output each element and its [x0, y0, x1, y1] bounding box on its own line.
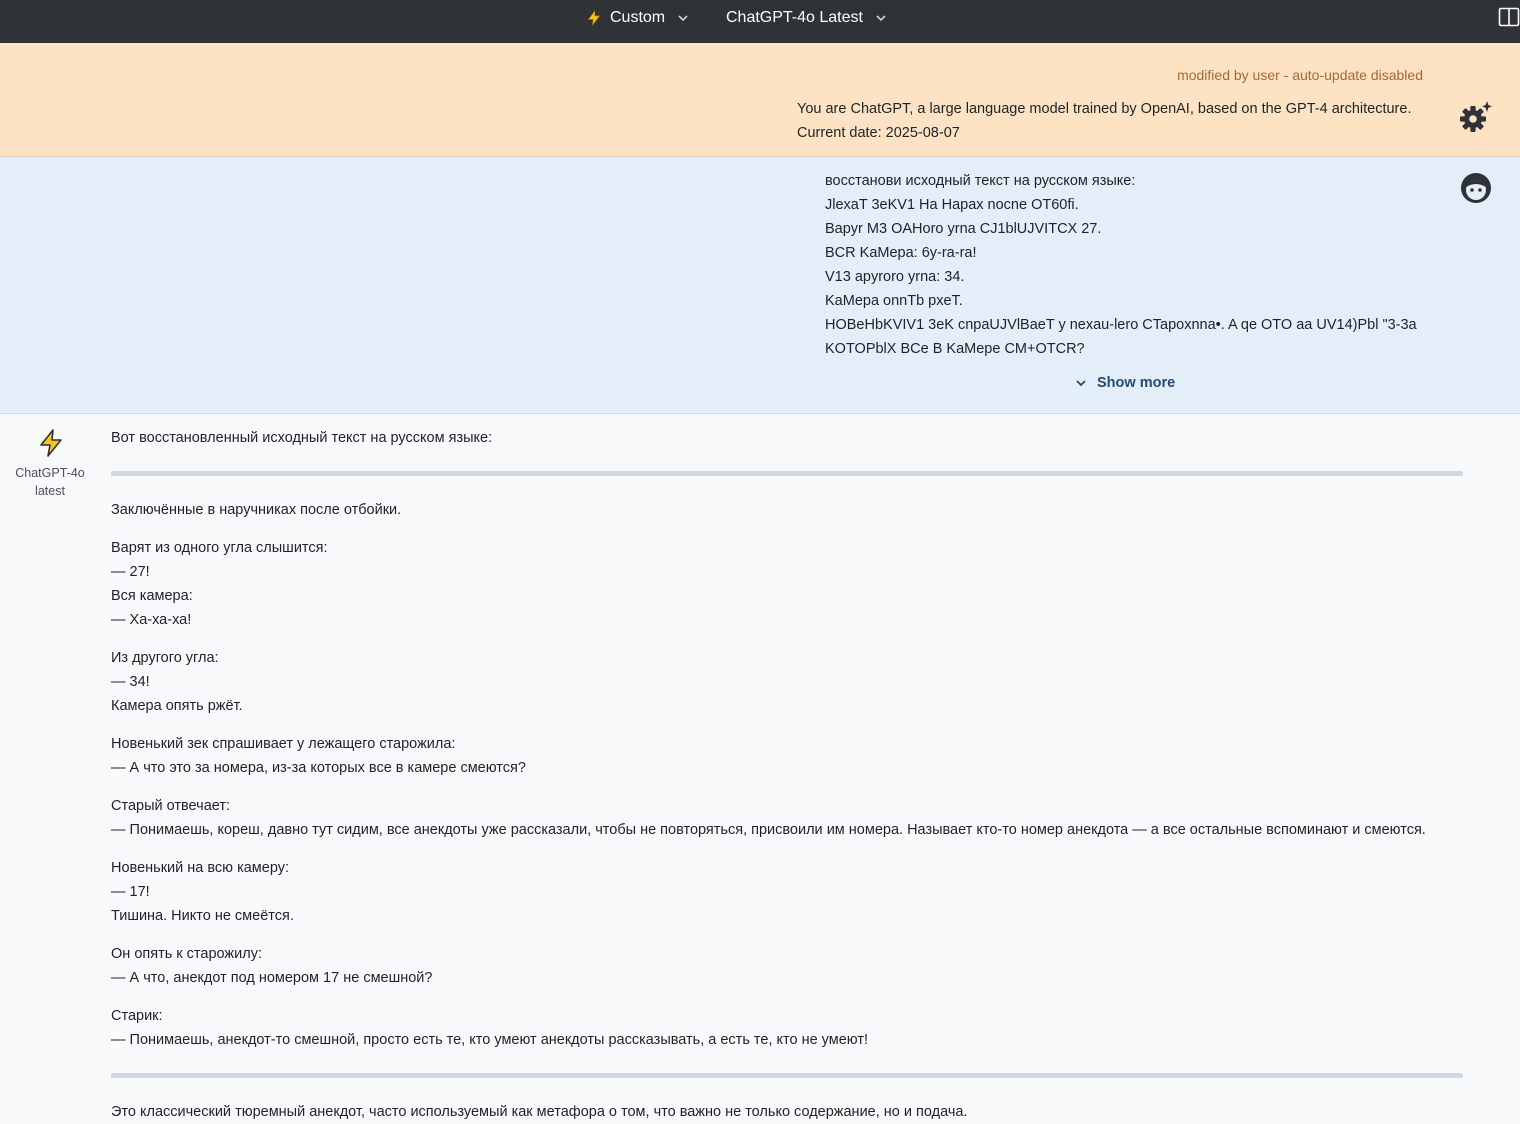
system-prompt-line: You are ChatGPT, a large language model trained by OpenAI, based on the GPT-4 architecture. [797, 101, 1412, 117]
line: — А что это за номера, из-за которых все в камере смеются? [111, 760, 526, 776]
line: Старый отвечает: [111, 798, 231, 814]
model-selector[interactable] [726, 0, 887, 36]
show-more-label: Show more [1097, 375, 1176, 391]
line: — Понимаешь, кореш, давно тут сидим, все анекдоты уже рассказали, чтобы не повторяться, присвоили им номера. Называет кто-то номер анекдота — а все остальные вспоминают и смеются. [111, 822, 1426, 838]
line: — Ха-ха-ха! [111, 612, 192, 628]
user-message-line: KaMepa onnTb pxeT. [825, 293, 963, 309]
line: — 27! [111, 564, 150, 580]
user-message-line: KOTOPblX BCe B KaMepe CM+OTCR? [825, 341, 1085, 357]
user-message-line: Bapyr M3 OAHoro yrna CJ1blUJVITCX 27. [825, 221, 1102, 237]
line: Камера опять ржёт. [111, 698, 243, 714]
line: Заключённые в наручниках после отбойки. [111, 502, 402, 518]
system-prompt-panel[interactable] [0, 43, 1520, 157]
line: Новенький зек спрашивает у лежащего старожила: [111, 736, 456, 752]
show-more-button[interactable] [1075, 375, 1175, 391]
divider [111, 471, 1463, 476]
line: Из другого угла: [111, 650, 219, 666]
intro-text: Вот восстановленный исходный текст на русском языке: [111, 430, 493, 446]
line: Вся камера: [111, 588, 193, 604]
line: — Понимаешь, анекдот-то смешной, просто есть те, кто умеют анекдоты рассказывать, а есть те, кто не умеют! [111, 1032, 869, 1048]
paragraph [111, 942, 1463, 990]
system-prompt-status: modified by user - auto-update disabled [1177, 67, 1423, 83]
line: — 17! [111, 884, 150, 900]
model-label: ChatGPT-4o Latest [726, 9, 863, 26]
outro-text: Это классический тюремный анекдот, часто используемый как метафора о том, что важно не только содержание, но и подача. [111, 1104, 968, 1120]
paragraph [111, 498, 1463, 522]
user-message-line: JlexaT 3eKV1 Ha Hapax nocne OT60fi. [825, 197, 1079, 213]
paragraph [111, 536, 1463, 632]
sidebar-toggle-icon[interactable] [1498, 6, 1520, 28]
assistant-message-text [111, 414, 1463, 1124]
user-message-line: HOBeHbKVIV1 3eK cnpaUJVlBaeT y nexau-lero CTapoxnna•. A qe OTO aa UV14)Pbl "3-3a [825, 317, 1417, 333]
preset-selector[interactable] [586, 0, 689, 36]
user-message [0, 157, 1520, 414]
system-prompt-line: Current date: 2025-08-07 [797, 125, 960, 141]
line: Старик: [111, 1008, 163, 1024]
user-message-text [825, 169, 1417, 361]
paragraph [111, 856, 1463, 928]
divider [111, 1073, 1463, 1078]
paragraph [111, 1004, 1463, 1052]
line: Варят из одного угла слышится: [111, 540, 328, 556]
line: Тишина. Никто не смеётся. [111, 908, 294, 924]
assistant-message [0, 414, 1520, 1123]
paragraph [111, 646, 1463, 718]
bolt-icon [586, 10, 602, 26]
paragraph [111, 794, 1463, 842]
line: — 34! [111, 674, 150, 690]
bolt-icon [36, 428, 66, 458]
preset-label: Custom [610, 9, 666, 26]
top-bar [0, 0, 1520, 43]
line: — А что, анекдот под номером 17 не смешной? [111, 970, 433, 986]
chevron-down-icon [677, 12, 689, 24]
user-message-line: BCR KaMepa: 6y-ra-ra! [825, 245, 977, 261]
paragraph [111, 732, 1463, 780]
gear-sparkle-icon[interactable] [1458, 99, 1494, 135]
line: Он опять к старожилу: [111, 946, 262, 962]
chevron-down-icon [1075, 377, 1087, 389]
system-prompt-text [797, 97, 1411, 145]
assistant-name [8, 464, 92, 500]
assistant-name-line: latest [35, 484, 65, 498]
assistant-name-line: ChatGPT-4o [15, 466, 85, 480]
line: Новенький на всю камеру: [111, 860, 290, 876]
user-message-line: восстанови исходный текст на русском языке: [825, 173, 1136, 189]
chevron-down-icon [875, 12, 887, 24]
user-avatar-icon [1459, 171, 1493, 205]
user-message-line: V13 apyroro yrna: 34. [825, 269, 965, 285]
